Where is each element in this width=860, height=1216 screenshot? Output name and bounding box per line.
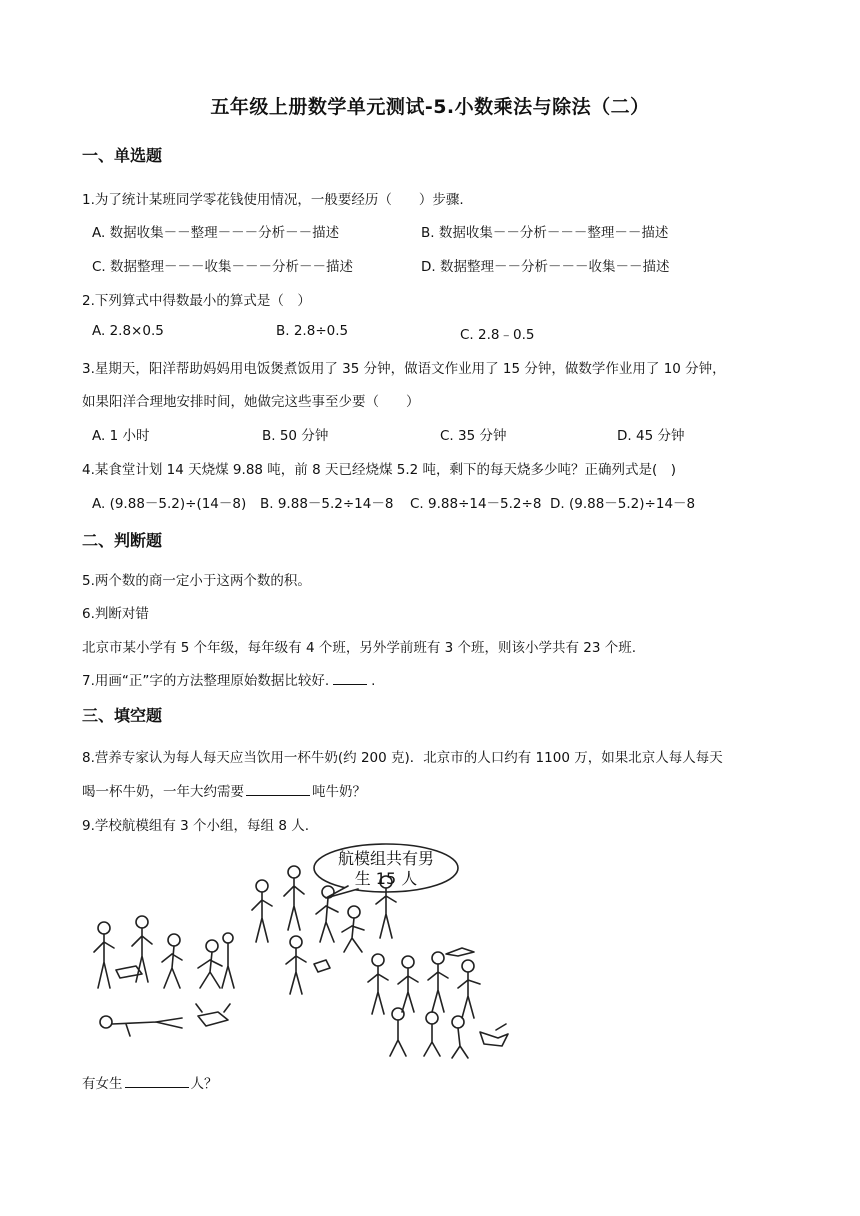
question-7-end: . <box>371 673 376 689</box>
question-8-end: 吨牛奶？ <box>312 784 366 800</box>
q1-option-c: C. 数据整理－－－收集－－－分析－－描述 <box>92 259 354 275</box>
q4-option-a: A. (9.88－5.2)÷(14－8) <box>92 496 247 512</box>
section-single-choice: 一、单选题 <box>82 146 163 165</box>
question-1: 1.为了统计某班同学零花钱使用情况，一般要经历（ ）步骤. <box>82 192 464 208</box>
q4-option-c: C. 9.88÷14－5.2÷8 <box>410 496 542 512</box>
q2-option-a: A. 2.8×0.5 <box>92 323 164 339</box>
section-true-false: 二、判断题 <box>82 531 163 550</box>
q4-option-d: D. (9.88－5.2)÷14－8 <box>550 496 696 512</box>
question-9-answer-end: 人？ <box>190 1076 218 1092</box>
q3-option-c: C. 35 分钟 <box>440 428 507 444</box>
children-figure <box>86 842 526 1062</box>
question-5: 5.两个数的商一定小于这两个数的积。 <box>82 573 311 589</box>
question-8-text: 喝一杯牛奶，一年大约需要 <box>82 784 244 800</box>
question-9-answer-text: 有女生 <box>82 1076 123 1092</box>
question-7 <box>82 669 375 689</box>
q3-option-b: B. 50 分钟 <box>262 428 329 444</box>
question-8-line-1: 8.营养专家认为每人每天应当饮用一杯牛奶(约 200 克)．北京市的人口约有 1100 万，如果北京人每人每天 <box>82 750 723 766</box>
question-3-line-1: 3.星期天，阳洋帮助妈妈用电饭煲煮饭用了 35 分钟，做语文作业用了 15 分钟，做数学作业用了 10 分钟， <box>82 361 726 377</box>
group-left-children <box>94 916 234 1036</box>
bubble-text-line-1: 航模组共有男 <box>337 849 435 868</box>
group-right-children <box>368 948 508 1058</box>
q3-option-a: A. 1 小时 <box>92 428 150 444</box>
question-2: 2.下列算式中得数最小的算式是（ ） <box>82 293 311 309</box>
question-4: 4.某食堂计划 14 天烧煤 9.88 吨，前 8 天已经烧煤 5.2 吨，剩下的每天烧多少吨？正确列式是( ) <box>82 462 677 478</box>
question-9-answer <box>82 1072 218 1092</box>
page-title: 五年级上册数学单元测试-5.小数乘法与除法（二） <box>210 96 650 118</box>
model-club-illustration <box>86 842 526 1062</box>
question-8-line-2 <box>82 780 366 800</box>
bubble-text-line-2: 生 15 人 <box>354 869 418 888</box>
answer-blank[interactable] <box>246 783 310 796</box>
q3-option-d: D. 45 分钟 <box>617 428 685 444</box>
answer-blank[interactable] <box>125 1075 189 1088</box>
question-6-detail: 北京市某小学有 5 个年级，每年级有 4 个班，另外学前班有 3 个班，则该小学共有 23 个班. <box>82 640 637 656</box>
question-3-line-2: 如果阳洋合理地安排时间，她做完这些事至少要（ ） <box>82 394 420 410</box>
q2-option-b: B. 2.8÷0.5 <box>276 323 349 339</box>
section-fill-in: 三、填空题 <box>82 706 163 725</box>
q4-option-b: B. 9.88－5.2÷14－8 <box>260 496 394 512</box>
q2-option-c: C. 2.8﹣0.5 <box>460 327 535 343</box>
answer-blank[interactable] <box>333 672 367 685</box>
question-7-text: 7.用画“正”字的方法整理原始数据比较好. <box>82 673 330 689</box>
q1-option-b: B. 数据收集－－分析－－－整理－－描述 <box>421 225 669 241</box>
q1-option-a: A. 数据收集－－整理－－－分析－－描述 <box>92 225 340 241</box>
q1-option-d: D. 数据整理－－分析－－－收集－－描述 <box>421 259 670 275</box>
question-9: 9.学校航模组有 3 个小组，每组 8 人. <box>82 818 310 834</box>
question-6: 6.判断对错 <box>82 606 149 622</box>
